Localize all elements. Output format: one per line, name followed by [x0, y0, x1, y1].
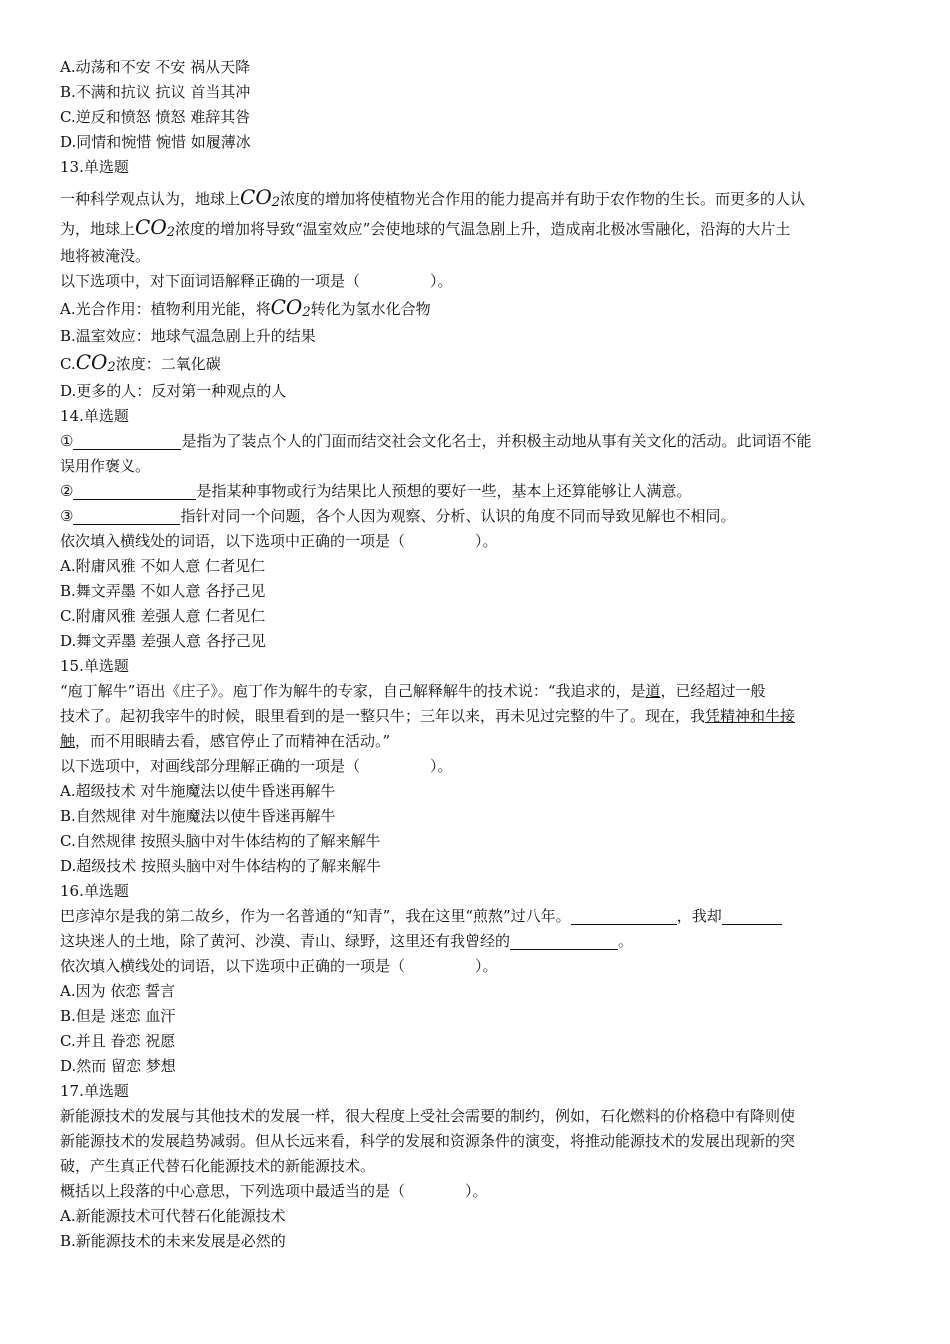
q13-prompt: 以下选项中，对下面词语解释正确的一项是（ ）。	[60, 272, 453, 290]
fill-blank[interactable]	[73, 483, 196, 500]
co2-formula: $CO_2$	[240, 185, 280, 210]
fill-blank[interactable]	[510, 933, 618, 950]
q16-option-a[interactable]: A.因为 依恋 誓言	[60, 982, 176, 1000]
co2-formula: $CO_2$	[135, 215, 175, 240]
q14-option-c[interactable]: C.附庸风雅 差强人意 仁者见仁	[60, 607, 266, 625]
q14-prompt: 依次填入横线处的词语，以下选项中正确的一项是（ ）。	[60, 532, 498, 550]
q12-option-b[interactable]: B.不满和抗议 抗议 首当其冲	[60, 83, 251, 101]
q14-sentence-3: ③ 指针对同一个问题，各个人因为观察、分析、认识的角度不同而导致见解也不相同。	[60, 507, 736, 525]
q16-passage-line-2: 这块迷人的土地，除了黄河、沙漠、青山、绿野，这里还有我曾经的 。	[60, 932, 634, 950]
q15-option-a[interactable]: A.超级技术 对牛施魔法以使牛昏迷再解牛	[60, 782, 336, 800]
q12-options	[60, 55, 890, 155]
q15-passage-line-2: 技术了。起初我宰牛的时候，眼里看到的是一整只牛；三年以来，再未见过完整的牛了。现在，我凭精神和牛接	[60, 707, 796, 725]
q15-passage-line-3: 触，而不用眼睛去看，感官停止了而精神在活动。”	[60, 732, 391, 750]
fill-blank[interactable]	[722, 908, 782, 925]
q16-option-d[interactable]: D.然而 留恋 梦想	[60, 1057, 176, 1075]
fill-blank[interactable]	[571, 908, 677, 925]
q16-option-b[interactable]: B.但是 迷恋 血汗	[60, 1007, 176, 1025]
q15-option-b[interactable]: B.自然规律 对牛施魔法以使牛昏迷再解牛	[60, 807, 336, 825]
q16-option-c[interactable]: C.并且 眷恋 祝愿	[60, 1032, 176, 1050]
q15-passage-line-1: “庖丁解牛”语出《庄子》。庖丁作为解牛的专家，自己解释解牛的技术说：“我追求的，是道，已经超过一般	[60, 682, 766, 700]
q12-option-a[interactable]: A.动荡和不安 不安 祸从天降	[60, 58, 251, 76]
question-17	[60, 1079, 890, 1254]
document-page	[60, 55, 890, 1254]
question-13	[60, 155, 890, 404]
q14-sentence-1: ① 是指为了装点个人的门面而结交社会文化名士，并积极主动地从事有关文化的活动。此词语不能	[60, 432, 812, 450]
q13-passage-line-2: 为，地球上$CO_2$浓度的增加将导致“温室效应”会使地球的气温急剧上升，造成南北极冰雪融化，沿海的大片土	[60, 215, 791, 240]
co2-formula: $CO_2$	[270, 295, 311, 320]
q14-header: 14.单选题	[60, 407, 129, 425]
q14-sentence-1-cont: 误用作褒义。	[60, 457, 151, 475]
underlined-text: 道	[645, 682, 661, 700]
q15-header: 15.单选题	[60, 657, 129, 675]
q17-option-b[interactable]: B.新能源技术的未来发展是必然的	[60, 1232, 286, 1250]
fill-blank[interactable]	[73, 433, 181, 450]
q13-option-d[interactable]: D.更多的人：反对第一种观点的人	[60, 382, 287, 400]
question-15	[60, 654, 890, 879]
q17-passage-line-1: 新能源技术的发展与其他技术的发展一样，很大程度上受社会需要的制约，例如，石化燃料的价格稳中有降则使	[60, 1107, 796, 1125]
q14-option-a[interactable]: A.附庸风雅 不如人意 仁者见仁	[60, 557, 266, 575]
question-16	[60, 879, 890, 1079]
q17-prompt: 概括以上段落的中心意思，下列选项中最适当的是（ ）。	[60, 1182, 488, 1200]
q16-passage-line-1: 巴彦淖尔是我的第二故乡，作为一名普通的“知青”，我在这里“煎熬”过八年。 ，我却	[60, 904, 890, 929]
q17-option-a[interactable]: A.新能源技术可代替石化能源技术	[60, 1207, 286, 1225]
q16-prompt: 依次填入横线处的词语，以下选项中正确的一项是（ ）。	[60, 957, 498, 975]
q14-option-b[interactable]: B.舞文弄墨 不如人意 各抒己见	[60, 582, 266, 600]
q12-option-c[interactable]: C.逆反和愤怒 愤怒 难辞其咎	[60, 108, 251, 126]
q13-option-c[interactable]: $C.CO_2$浓度：二氧化碳	[60, 350, 221, 375]
question-14	[60, 404, 890, 654]
q13-option-b[interactable]: B.温室效应：地球气温急剧上升的结果	[60, 327, 316, 345]
q14-sentence-2: ② 是指某种事物或行为结果比人预想的要好一些，基本上还算能够让人满意。	[60, 482, 692, 500]
q13-passage-line-3: 地将被淹没。	[60, 247, 151, 265]
q14-option-d[interactable]: D.舞文弄墨 差强人意 各抒己见	[60, 632, 266, 650]
q15-option-d[interactable]: D.超级技术 按照头脑中对牛体结构的了解来解牛	[60, 857, 382, 875]
q13-header: 13.单选题	[60, 158, 129, 176]
q17-passage-line-2: 新能源技术的发展趋势减弱。但从长远来看，科学的发展和资源条件的演变，将推动能源技术的发展出现新的突	[60, 1132, 796, 1150]
q15-option-c[interactable]: C.自然规律 按照头脑中对牛体结构的了解来解牛	[60, 832, 381, 850]
q17-header: 17.单选题	[60, 1082, 129, 1100]
q13-passage-line-1: 一种科学观点认为，地球上$CO_2$浓度的增加将使植物光合作用的能力提高并有助于农作物的生长。而更多的人认	[60, 185, 806, 210]
q15-prompt: 以下选项中，对画线部分理解正确的一项是（ ）。	[60, 757, 453, 775]
q17-passage-line-3: 破，产生真正代替石化能源技术的新能源技术。	[60, 1157, 376, 1175]
co2-formula: $CO_2$	[75, 350, 116, 375]
q13-option-a[interactable]: A.光合作用：植物利用光能，将$CO_2$转化为氢水化合物	[60, 295, 431, 320]
q16-header: 16.单选题	[60, 882, 129, 900]
fill-blank[interactable]	[73, 508, 180, 525]
q12-option-d[interactable]: D.同情和惋惜 惋惜 如履薄冰	[60, 133, 251, 151]
underlined-text: 凭精神和牛接	[705, 707, 796, 725]
underlined-text: 触	[60, 732, 76, 750]
